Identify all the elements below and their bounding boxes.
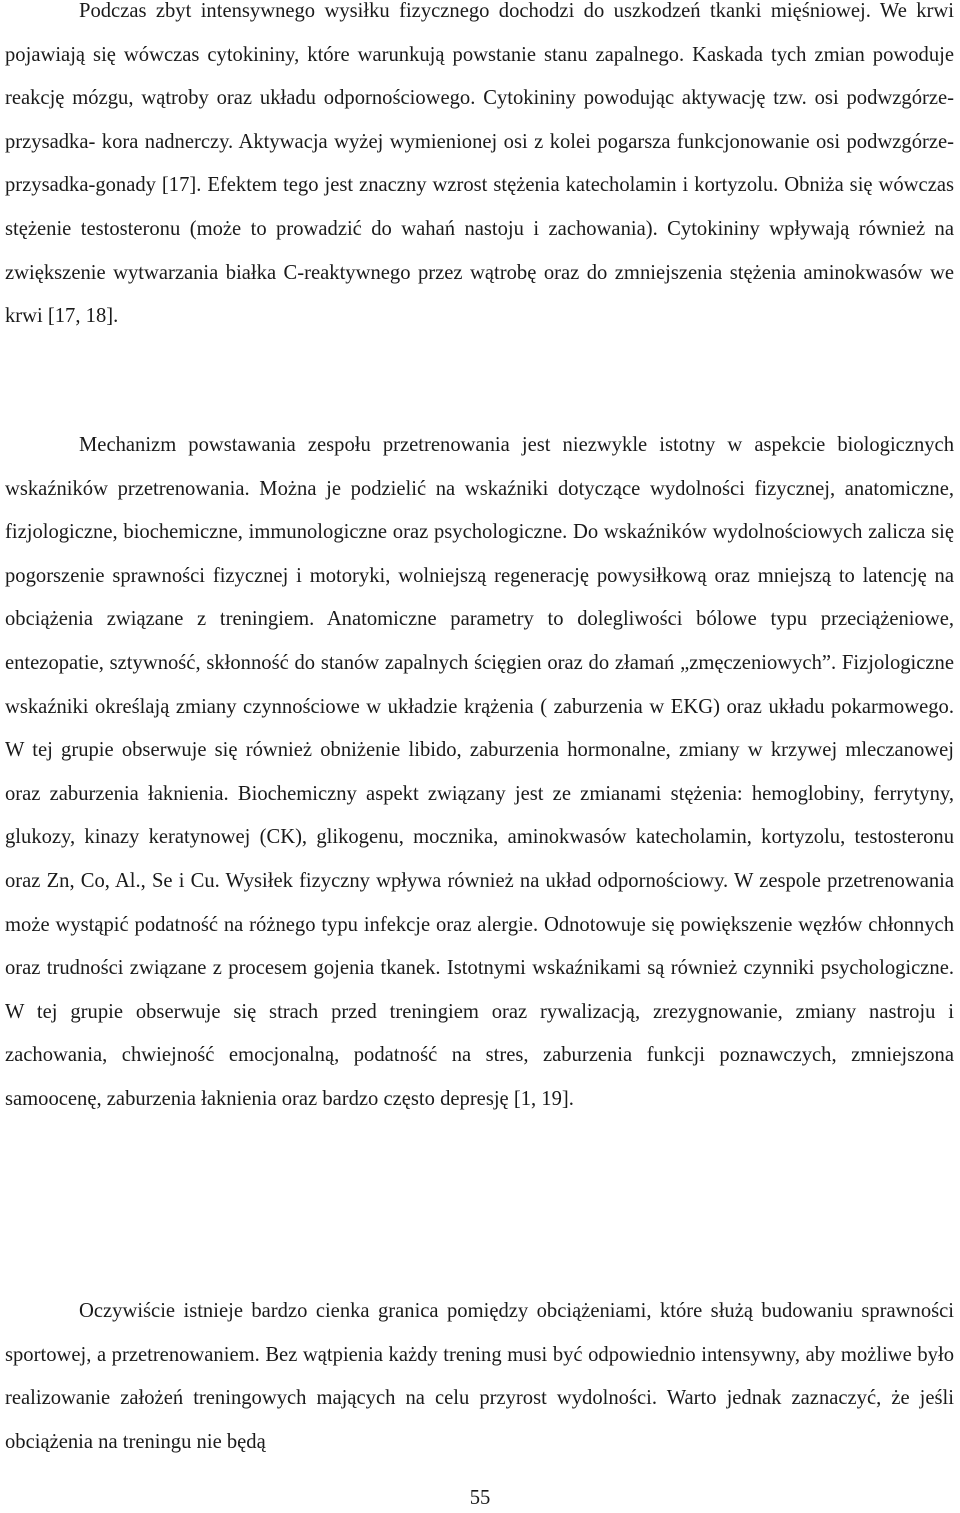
- paragraph-training-load: Oczywiście istnieje bardzo cienka granica pomiędzy obciążeniami, które służą budowaniu sprawności sportowej, a przetrenowaniem. Bez wątpienia każdy trening musi być odpowiednio intensywny, aby możliwe było realizowanie założeń treningowych mających na celu przyrost wydolności. Warto jednak zaznaczyć, że jeśli obciążenia na treningu nie będą: [5, 1300, 954, 1453]
- paragraph-cytokines: Podczas zbyt intensywnego wysiłku fizycznego dochodzi do uszkodzeń tkanki mięśniowej. We krwi pojawiają się wówczas cytokininy, które warunkują powstanie stanu zapalnego. Kaskada tych zmian powoduje reakcję mózgu, wątroby oraz układu odpornościowego. Cytokininy powodując aktywację tzw. osi podwzgórze- przysadka- kora nadnerczy. Aktywacja wyżej wymienionej osi z kolei pogarsza funkcjonowanie osi podwzgórze-przysadka-gonady [17]. Efektem tego jest znaczny wzrost stężenia katecholamin i kortyzolu. Obniża się wówczas stężenie testosteronu (może to prowadzić do wahań nastoju i zachowania). Cytokininy wpływają również na zwiększenie wytwarzania białka C-reaktywnego przez wątrobę oraz do zmniejszenia stężenia aminokwasów we krwi [17, 18].: [5, 0, 954, 328]
- paragraph-block: [5, 0, 954, 339]
- page-number: 55: [469, 1487, 491, 1509]
- paragraph-block: [5, 424, 954, 1122]
- paragraph-overtraining-indicators: Mechanizm powstawania zespołu przetrenowania jest niezwykle istotny w aspekcie biologicznych wskaźników przetrenowania. Można je podzielić na wskaźniki dotyczące wydolności fizycznej, anatomiczne, fizjologiczne, biochemiczne, immunologiczne oraz psychologiczne. Do wskaźników wydolnościowych zalicza się pogorszenie sprawności fizycznej i motoryki, wolniejszą regenerację powysiłkową oraz mniejszą to latencję na obciążenia związane z treningiem. Anatomiczne parametry to dolegliwości bólowe typu przeciążeniowe, entezopatie, sztywność, skłonność do stanów zapalnych ścięgien oraz do złamań „zmęczeniowych”. Fizjologiczne wskaźniki określają zmiany czynnościowe w układzie krążenia ( zaburzenia w EKG) oraz układu pokarmowego. W tej grupie obserwuje się również obniżenie libido, zaburzenia hormonalne, zmiany w krzywej mleczanowej oraz zaburzenia łaknienia. Biochemiczny aspekt związany jest ze zmianami stężenia: hemoglobiny, ferrytyny, glukozy, kinazy keratynowej (CK), glikogenu, mocznika, aminokwasów katecholamin, kortyzolu, testosteronu oraz Zn, Co, Al., Se i Cu. Wysiłek fizyczny wpływa również na układ odpornościowy. W zespole przetrenowania może wystąpić podatność na różnego typu infekcje oraz alergie. Odnotowuje się powiększenie węzłów chłonnych oraz trudności związane z procesem gojenia tkanek. Istotnymi wskaźnikami są również czynniki psychologiczne. W tej grupie obserwuje się strach przed treningiem oraz rywalizacją, zrezygnowanie, zmiany nastroju i zachowania, chwiejność emocjonalną, podatność na stres, zaburzenia funkcji poznawczych, zmniejszona samoocenę, zaburzenia łaknienia oraz bardzo często depresję [1, 19].: [5, 434, 954, 1110]
- paragraph-block: [5, 1290, 954, 1464]
